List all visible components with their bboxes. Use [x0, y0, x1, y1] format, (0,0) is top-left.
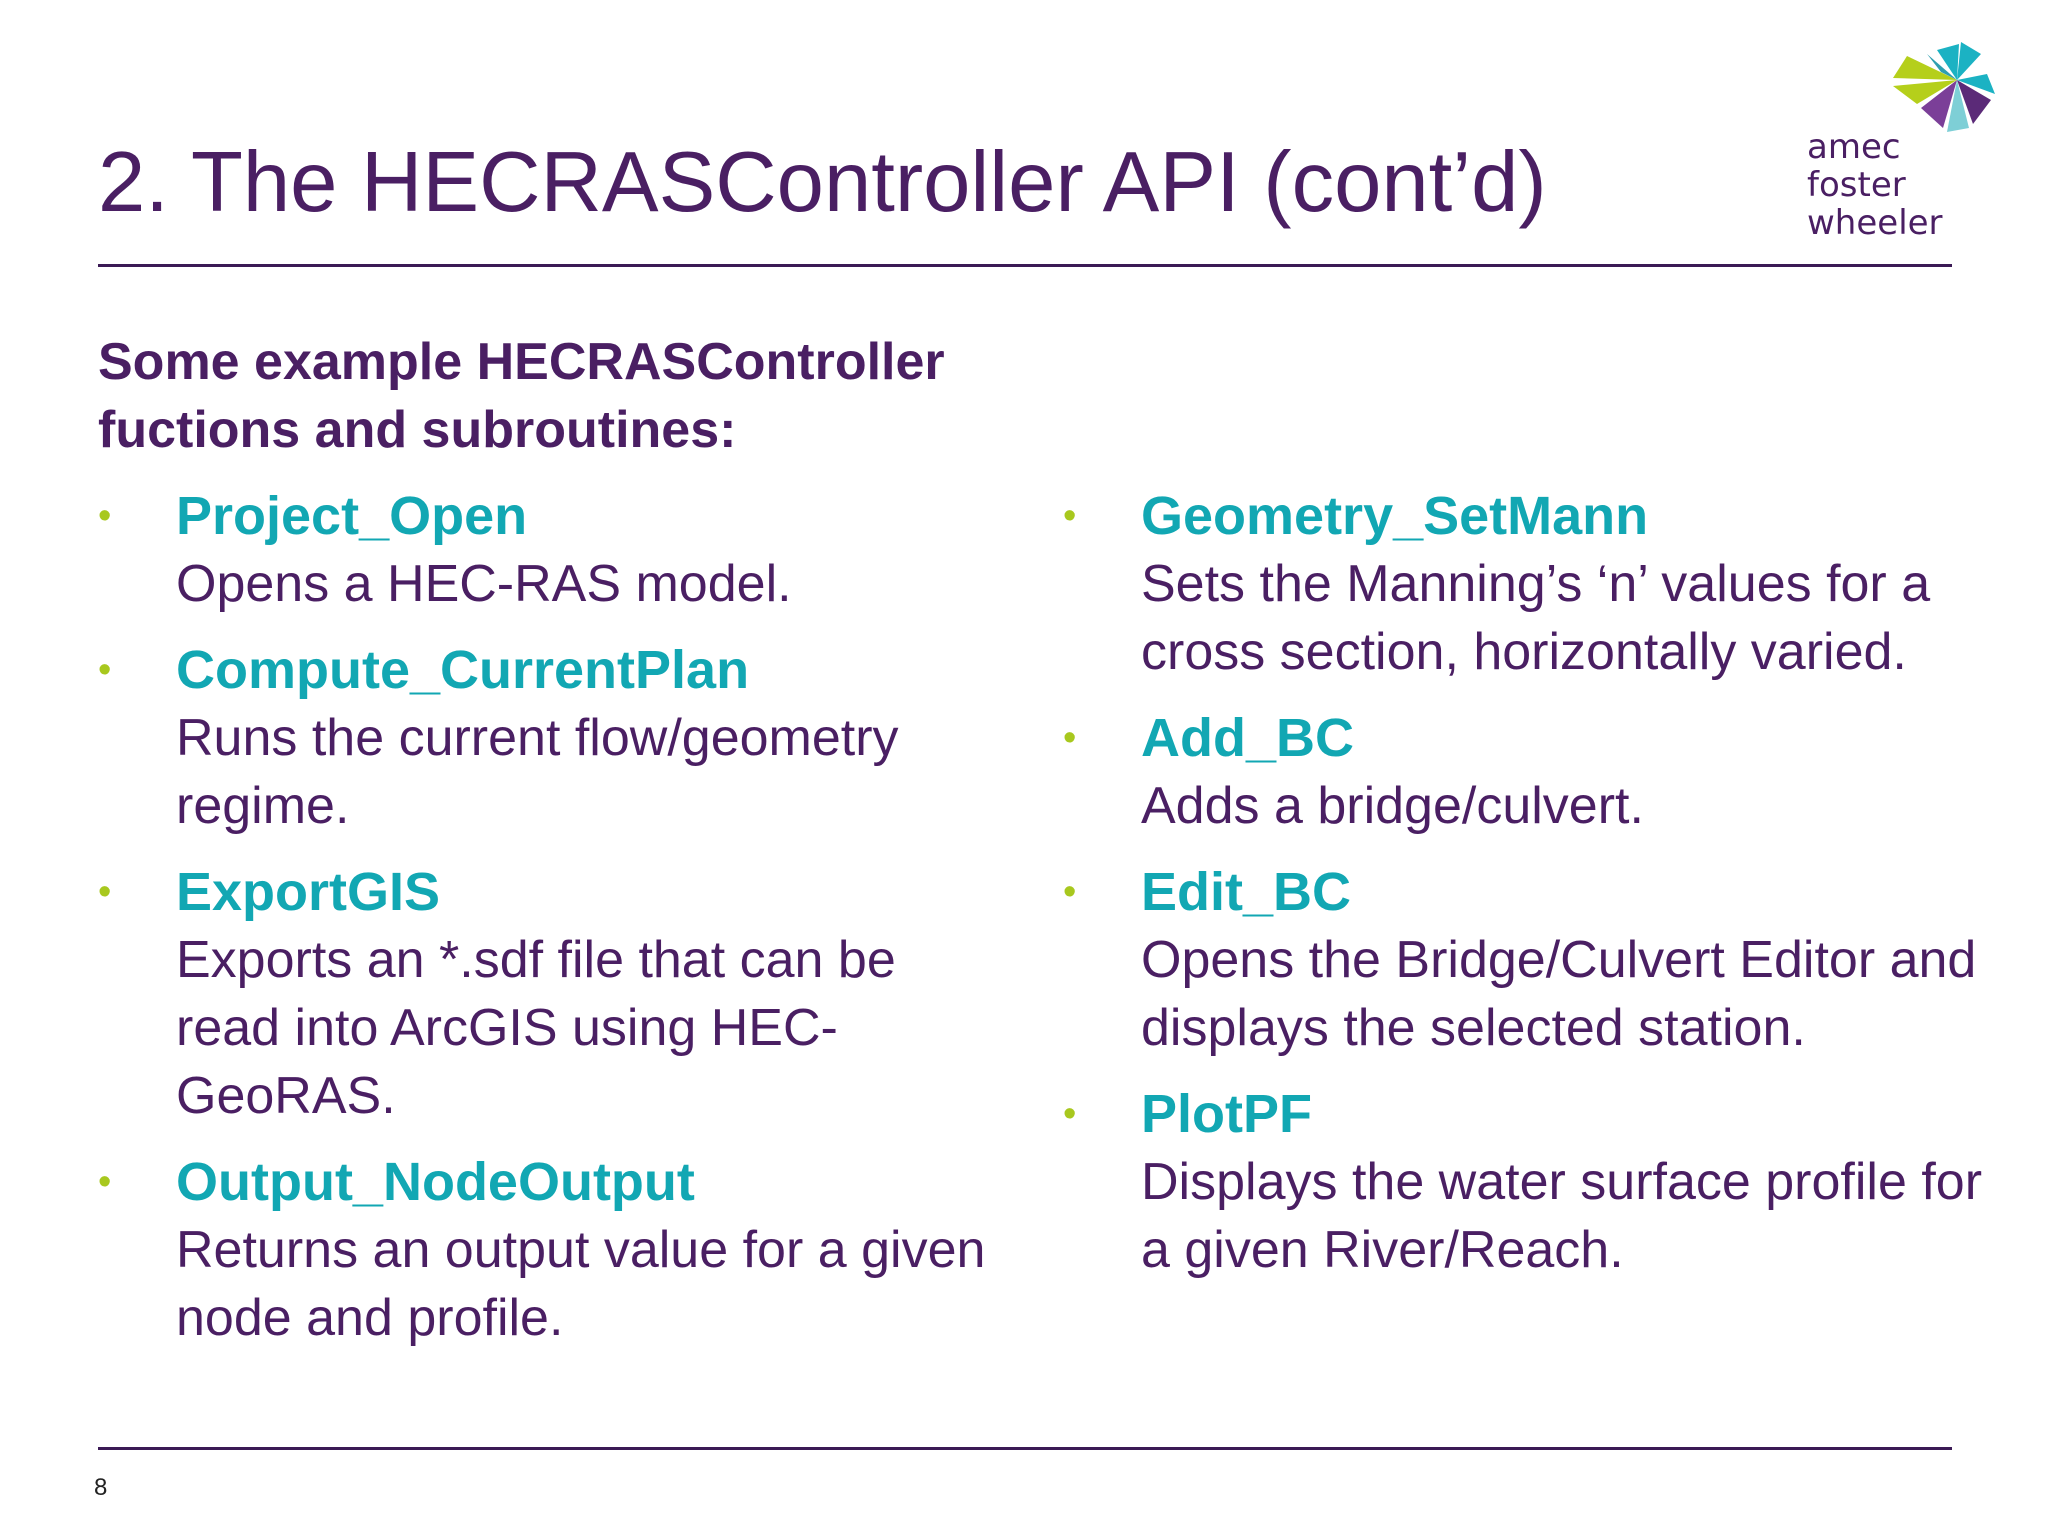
list-item — [1063, 1080, 2013, 1284]
function-name: Add_BC — [1141, 708, 1354, 768]
function-description: Adds a bridge/culvert. — [1141, 777, 1644, 835]
left-function-list — [98, 482, 998, 1370]
function-description: Returns an output value for a given node and profile. — [176, 1221, 986, 1347]
function-name: Project_Open — [176, 486, 528, 546]
bullet-icon: • — [1063, 1093, 1077, 1135]
page-number: 8 — [94, 1474, 108, 1501]
function-name: ExportGIS — [176, 862, 441, 922]
right-function-list — [1063, 482, 2013, 1302]
intro-heading — [98, 328, 945, 464]
function-description: Opens the Bridge/Culvert Editor and displays the selected station. — [1141, 931, 1977, 1057]
function-description: Exports an *.sdf file that can be read into ArcGIS using HEC-GeoRAS. — [176, 931, 896, 1125]
list-item — [98, 858, 998, 1130]
list-item — [1063, 704, 2013, 840]
bullet-icon: • — [98, 871, 112, 913]
slide-title: 2. The HECRASController API (cont’d) — [98, 135, 1547, 230]
function-name: Geometry_SetMann — [1141, 486, 1649, 546]
intro-line-1: Some example HECRASController — [98, 333, 945, 391]
bullet-icon: • — [98, 649, 112, 691]
function-name: Edit_BC — [1141, 862, 1352, 922]
logo-text-foster: foster — [1807, 165, 1906, 205]
list-item — [1063, 858, 2013, 1062]
list-item — [98, 1148, 998, 1352]
footer-divider — [98, 1447, 1952, 1450]
bullet-icon: • — [1063, 717, 1077, 759]
list-item — [98, 482, 998, 618]
function-name: Output_NodeOutput — [176, 1152, 695, 1212]
title-divider — [98, 264, 1952, 267]
bullet-icon: • — [98, 495, 112, 537]
function-description: Runs the current flow/geometry regime. — [176, 709, 899, 835]
function-description: Opens a HEC-RAS model. — [176, 555, 792, 613]
logo-text-amec: amec — [1807, 127, 1901, 167]
logo-wordmark — [1807, 128, 1943, 242]
logo-text-wheeler: wheeler — [1807, 203, 1943, 243]
function-name: PlotPF — [1141, 1084, 1312, 1144]
bullet-icon: • — [98, 1161, 112, 1203]
bullet-icon: • — [1063, 871, 1077, 913]
bullet-icon: • — [1063, 495, 1077, 537]
intro-line-2: fuctions and subroutines: — [98, 401, 737, 459]
list-item — [98, 636, 998, 840]
list-item — [1063, 482, 2013, 686]
function-name: Compute_CurrentPlan — [176, 640, 750, 700]
function-description: Sets the Manning’s ‘n’ values for a cross section, horizontally varied. — [1141, 555, 1931, 681]
function-description: Displays the water surface profile for a given River/Reach. — [1141, 1153, 1983, 1279]
